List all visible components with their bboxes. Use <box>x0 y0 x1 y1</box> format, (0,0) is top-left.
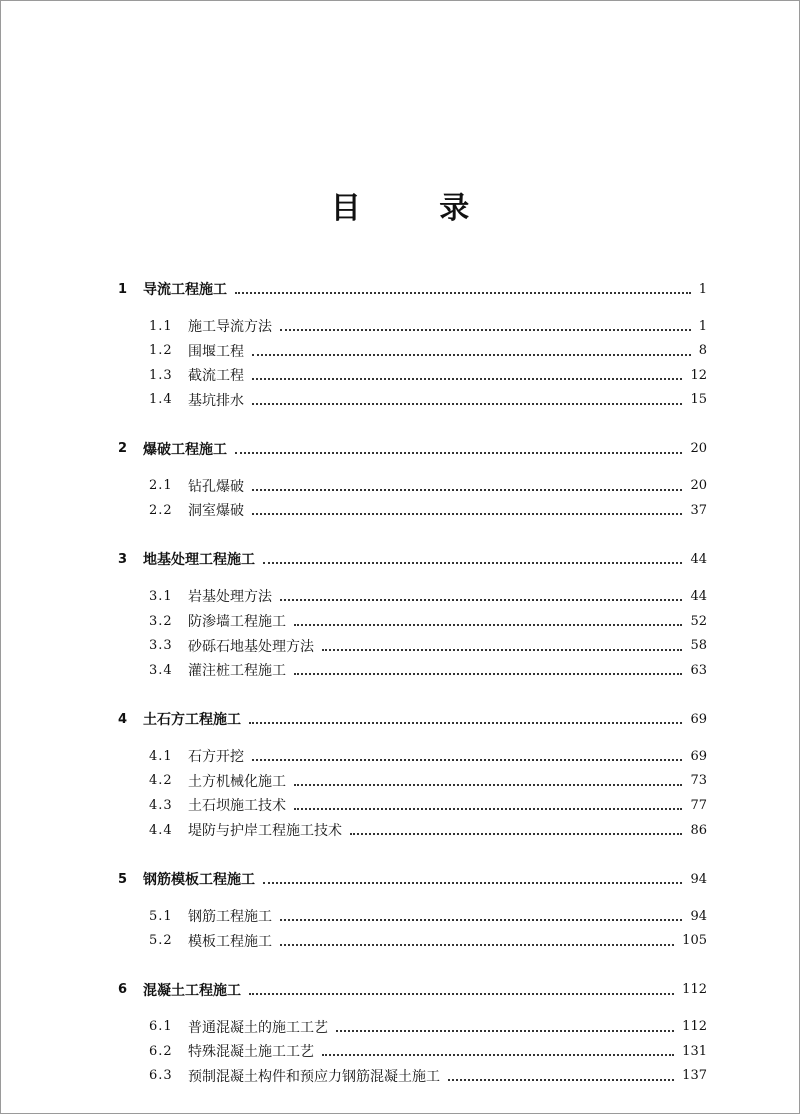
dot-leader <box>350 832 682 835</box>
section-number: 5.2 <box>149 933 173 949</box>
page-number: 94 <box>690 871 707 887</box>
chapter-number: 1 <box>118 281 128 297</box>
dot-leader <box>252 377 682 380</box>
chapter-number: 5 <box>118 871 128 887</box>
chapter-number: 3 <box>118 551 128 567</box>
page-number: 1 <box>698 281 707 297</box>
dot-leader <box>249 992 674 995</box>
dot-leader <box>336 1029 674 1032</box>
section-title: 钢筋工程施工 <box>188 909 272 925</box>
section-number: 5.1 <box>149 908 173 924</box>
chapter-title: 钢筋模板工程施工 <box>143 872 255 888</box>
dot-leader <box>252 488 682 491</box>
page-number: 44 <box>690 551 707 567</box>
section-number: 4.3 <box>149 797 173 813</box>
section-title: 基坑排水 <box>188 392 244 409</box>
toc-chapter-row[interactable] <box>1 278 799 300</box>
dot-leader <box>249 721 682 724</box>
dot-leader <box>294 783 682 786</box>
dot-leader <box>252 512 682 515</box>
page-number: 131 <box>682 1043 707 1059</box>
section-number: 4.4 <box>149 822 173 838</box>
dot-leader <box>448 1078 674 1081</box>
toc-chapter-row[interactable] <box>1 979 799 1001</box>
page-number: 52 <box>690 613 707 629</box>
section-title: 土方机械化施工 <box>188 773 286 790</box>
dot-leader <box>252 353 691 356</box>
section-number: 3.4 <box>149 662 173 678</box>
page-number: 73 <box>690 773 707 789</box>
toc-section-row[interactable] <box>1 315 799 337</box>
toc-section-row[interactable] <box>1 745 799 767</box>
page-number: 112 <box>682 982 707 998</box>
dot-leader <box>294 623 682 626</box>
section-title: 洞室爆破 <box>188 503 244 520</box>
toc-section-row[interactable] <box>1 340 799 362</box>
toc-section-row[interactable] <box>1 794 799 816</box>
page-number: 77 <box>690 797 707 813</box>
toc-section-row[interactable] <box>1 819 799 841</box>
chapter-title: 爆破工程施工 <box>143 441 227 458</box>
chapter-number: 6 <box>118 982 128 998</box>
toc-section-row[interactable] <box>1 389 799 411</box>
dot-leader <box>322 648 682 651</box>
section-title: 特殊混凝土施工工艺 <box>188 1044 314 1061</box>
section-number: 1.4 <box>149 392 173 408</box>
section-number: 1.3 <box>149 367 173 383</box>
chapter-title: 混凝土工程施工 <box>143 982 241 999</box>
page-number: 86 <box>690 822 707 838</box>
section-number: 3.2 <box>149 613 173 629</box>
toc-section-row[interactable] <box>1 659 799 681</box>
section-number: 6.3 <box>149 1068 173 1084</box>
page-number: 69 <box>690 711 707 727</box>
dot-leader <box>263 561 682 564</box>
page-number: 58 <box>690 638 707 654</box>
page-number: 12 <box>690 367 707 383</box>
section-title: 模板工程施工 <box>188 933 272 950</box>
toc-section-row[interactable] <box>1 1040 799 1062</box>
toc-section-row[interactable] <box>1 1016 799 1038</box>
toc-section-row[interactable] <box>1 930 799 952</box>
page-number: 105 <box>682 933 707 949</box>
section-title: 预制混凝土构件和预应力钢筋混凝土施工 <box>188 1068 440 1085</box>
section-number: 4.2 <box>149 773 173 789</box>
section-title: 截流工程 <box>188 368 244 385</box>
section-title: 施工导流方法 <box>188 319 272 335</box>
section-title: 堤防与护岸工程施工技术 <box>188 823 342 839</box>
dot-leader <box>280 918 682 921</box>
section-number: 1.1 <box>149 318 173 334</box>
toc-chapter-row[interactable] <box>1 548 799 570</box>
dot-leader <box>294 807 682 810</box>
dot-leader <box>235 451 682 454</box>
page-number: 1 <box>698 318 707 334</box>
page-number: 37 <box>690 502 707 518</box>
chapter-title: 导流工程施工 <box>143 282 227 298</box>
chapter-title: 地基处理工程施工 <box>143 552 255 569</box>
dot-leader <box>263 881 682 884</box>
toc-section-row[interactable] <box>1 1065 799 1087</box>
toc-section-row[interactable] <box>1 905 799 927</box>
dot-leader <box>252 402 682 405</box>
chapter-number: 2 <box>118 441 128 457</box>
dot-leader <box>280 328 691 331</box>
toc-section-row[interactable] <box>1 770 799 792</box>
section-number: 3.1 <box>149 588 173 604</box>
section-title: 石方开挖 <box>188 749 244 766</box>
section-title: 围堰工程 <box>188 343 244 360</box>
page-number: 63 <box>690 662 707 678</box>
page-number: 44 <box>690 588 707 604</box>
chapter-title: 土石方工程施工 <box>143 712 241 729</box>
page-number: 94 <box>690 908 707 924</box>
dot-leader <box>252 758 682 761</box>
toc-title: 目 录 <box>330 191 504 226</box>
page-number: 69 <box>690 748 707 764</box>
dot-leader <box>294 672 682 675</box>
toc-section-row[interactable] <box>1 475 799 497</box>
toc-section-row[interactable] <box>1 635 799 657</box>
section-title: 防渗墙工程施工 <box>188 614 286 630</box>
page-number: 137 <box>682 1068 707 1084</box>
page-number: 20 <box>690 478 707 494</box>
section-title: 土石坝施工技术 <box>188 798 286 815</box>
section-number: 6.2 <box>149 1043 173 1059</box>
section-title: 普通混凝土的施工工艺 <box>188 1019 328 1036</box>
section-title: 灌注桩工程施工 <box>188 663 286 680</box>
section-number: 3.3 <box>149 638 173 654</box>
section-number: 4.1 <box>149 748 173 764</box>
section-title: 砂砾石地基处理方法 <box>188 638 314 655</box>
page-number: 8 <box>698 343 707 359</box>
section-number: 2.1 <box>149 478 173 494</box>
section-title: 钻孔爆破 <box>188 478 244 495</box>
chapter-number: 4 <box>118 711 128 727</box>
section-number: 6.1 <box>149 1019 173 1035</box>
page-number: 112 <box>682 1019 707 1035</box>
toc-section-row[interactable] <box>1 610 799 632</box>
toc-section-row[interactable] <box>1 585 799 607</box>
toc-section-row[interactable] <box>1 364 799 386</box>
table-of-contents <box>1 1 799 1113</box>
section-number: 2.2 <box>149 502 173 518</box>
toc-chapter-row[interactable] <box>1 868 799 890</box>
toc-chapter-row[interactable] <box>1 438 799 460</box>
dot-leader <box>280 943 674 946</box>
dot-leader <box>280 598 682 601</box>
page-number: 20 <box>690 441 707 457</box>
section-number: 1.2 <box>149 343 173 359</box>
toc-chapter-row[interactable] <box>1 708 799 730</box>
page-number: 15 <box>690 392 707 408</box>
dot-leader <box>322 1053 674 1056</box>
dot-leader <box>235 291 691 294</box>
section-title: 岩基处理方法 <box>188 589 272 606</box>
toc-section-row[interactable] <box>1 499 799 521</box>
